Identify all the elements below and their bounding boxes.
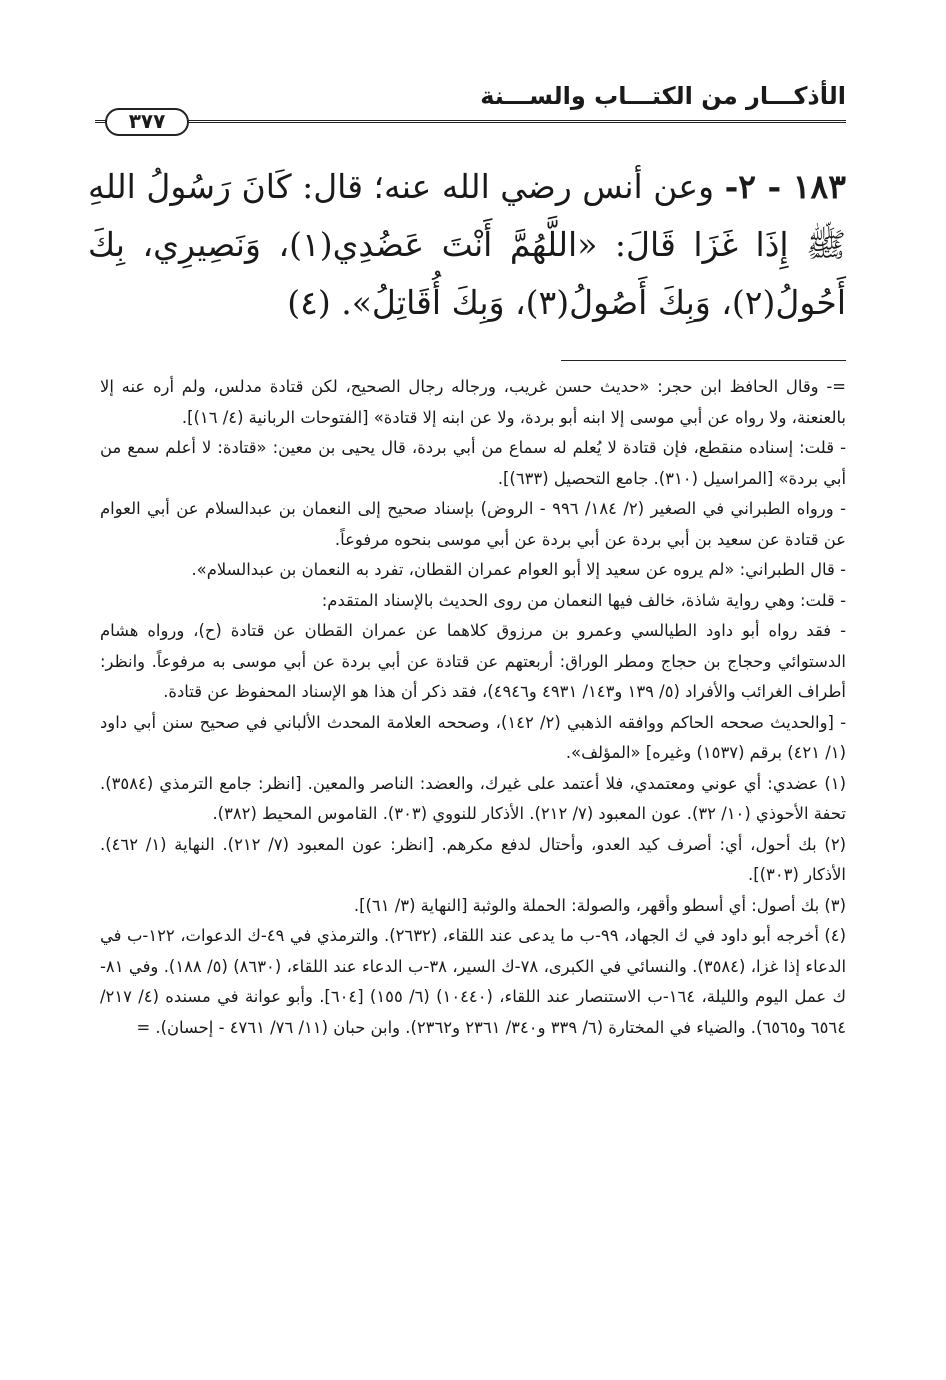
hadith-body: وعن أنس رضي الله عنه؛ قال: كَانَ رَسُولُ اللهِ ﷺ إِذَا غَزَا قَالَ: «اللَّهُمَّ أَنْتَ عَضُدِي(١)، وَنَصِيرِي، بِكَ أَحُولُ(٢)، وَبِكَ أَصُولُ(٣)، وَبِكَ أُقَاتِلُ». (٤) (88, 167, 846, 322)
hadith-number: ١٨٣ - ٢- (724, 167, 846, 206)
note-paragraph: - قلت: إسناده منقطع، فإن قتادة لا يُعلم له سماع من أبي بردة، قال يحيى بن معين: «قتادة: لا أعلم سمع من أبي بردة» [المراسيل (٣١٠). جامع التحصيل (٦٣٣)]. (100, 438, 846, 488)
footnote-4: (٤) أخرجه أبو داود في ك الجهاد، ٩٩-ب ما يدعى عند اللقاء، (٢٦٣٢). والترمذي في ٤٩-ك الدعوات، ١٢٢-ب في الدعاء إذا غزا، (٣٥٨٤). والنسائي في الكبرى، ٧٨-ك السير، ٣٨-ب الدعاء عند اللقاء، (٨٦٣٠) (٥/ ١٨٨). وفي ٨١-ك عمل اليوم والليلة، ١٦٤-ب الاستنصار عند اللقاء، (١٠٤٤٠) (٦/ ١٥٥) [٦٠٤]. وأبو عوانة في مسنده (٤/ ٢١٧/ ٦٥٦٤ و٦٥٦٥). والضياء في المختارة (٦/ ٣٣٩ و٣٤٠/ ٢٣٦١ و٢٣٦٢). وابن حبان (١١/ ٧٦/ ٤٧٦١ - إحسان). = (100, 926, 847, 1037)
footnote-3: (٣) بك أصول: أي أسطو وأقهر، والصولة: الحملة والوثبة [النهاية (٣/ ٦١)]. (353, 895, 846, 915)
note-paragraph: - قال الطبراني: «لم يروه عن سعيد إلا أبو العوام عمران القطان، تفرد به النعمان بن عبدالسلام». (191, 560, 846, 579)
note-paragraph: =- وقال الحافظ ابن حجر: «حديث حسن غريب، ورجاله رجال الصحيح، لكن قتادة مدلس، ولم أره عنه إلا بالعنعنة، ولا رواه عن أبي موسى إلا ابنه أبو بردة، ولا عن ابنه إلا قتادة» [الفتوحات الربانية (٤/ ١٦)]. (100, 377, 846, 427)
footnote-separator (561, 360, 846, 361)
note-paragraph: - [والحديث صححه الحاكم ووافقه الذهبي (٢/ ١٤٢)، وصححه العلامة المحدث الألباني في صحيح سنن أبي داود (١/ ٤٢١) برقم (١٥٣٧) وغيره] «المؤلف». (100, 712, 846, 762)
footnote-2: (٢) بك أحول، أي: أصرف كيد العدو، وأحتال لدفع مكرهم. [انظر: عون المعبود (٧/ ٢١٢). النهاية (١/ ٤٦٢). الأذكار (٣٠٣)]. (100, 834, 847, 884)
note-paragraph: - ورواه الطبراني في الصغير (٢/ ١٨٤/ ٩٩٦ - الروض) بإسناد صحيح إلى النعمان بن عبدالسلام عن أبي العوام عن قتادة عن سعيد بن أبي بردة عن أبي بردة عن أبي موسى بنحوه مرفوعاً. (100, 499, 846, 549)
page-header (95, 78, 846, 138)
hadith-text (88, 158, 846, 332)
footnote-1: (١) عضدي: أي عوني ومعتمدي، فلا أعتمد على غيرك، والعضد: الناصر والمعين. [انظر: جامع الترمذي (٣٥٨٤). تحفة الأحوذي (١٠/ ٣٢). عون المعبود (٧/ ٢١٢). الأذكار للنووي (٣٠٣). القاموس المحيط (٣٨٢). (100, 773, 846, 823)
running-title: الأذكـــار من الكتـــاب والســـنة (480, 82, 846, 110)
note-paragraph: - قلت: وهي رواية شاذة، خالف فيها النعمان من روى الحديث بالإسناد المتقدم: (321, 590, 846, 610)
note-paragraph: - فقد رواه أبو داود الطيالسي وعمرو بن مرزوق كلاهما عن عمران القطان عن قتادة (ح)، ورواه هشام الدستوائي وحجاج بن حجاج ومطر الوراق: أربعتهم عن قتادة عن أبي بردة عن أبي موسى به مرفوعاً. وانظر: أطراف الغرائب والأفراد (٥/ ١٣٩ و١٤٣/ ٤٩٣١ و٤٩٤٦)، فقد ذكر أن هذا هو الإسناد المحفوظ عن قتادة. (100, 621, 846, 701)
footnotes (100, 372, 846, 1043)
header-rule (95, 120, 846, 123)
page-number: ٣٧٧ (105, 108, 189, 136)
